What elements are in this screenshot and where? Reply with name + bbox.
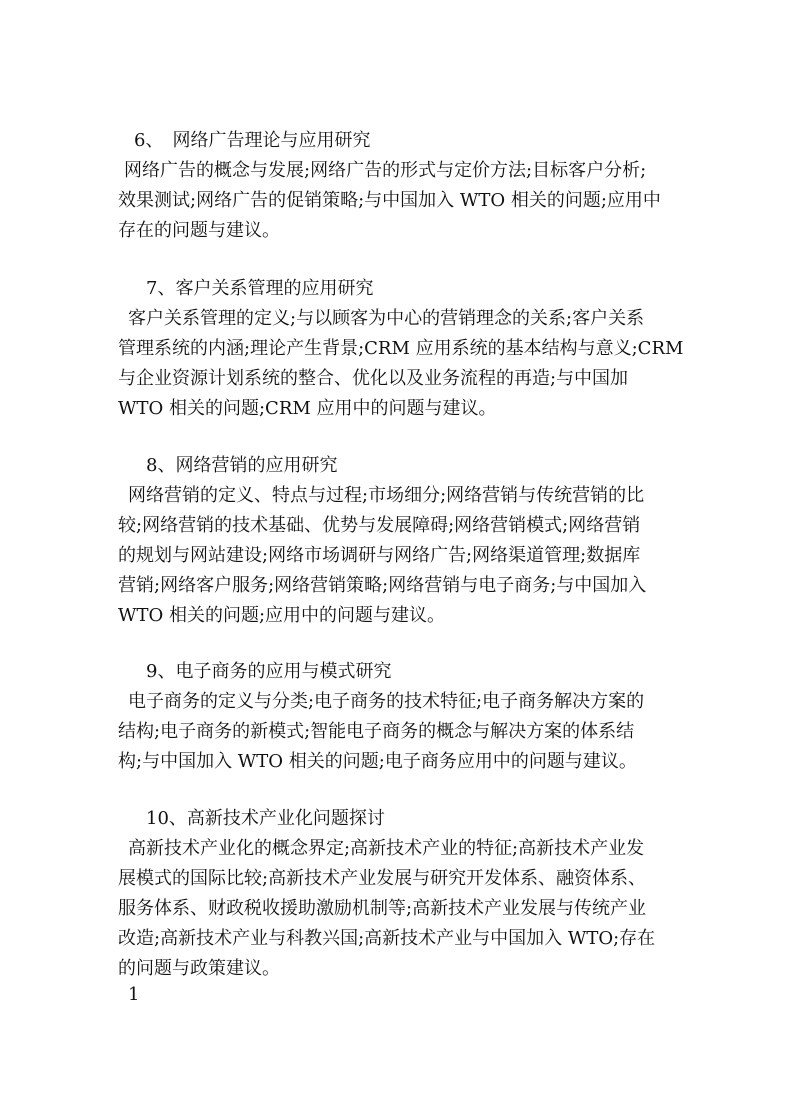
paragraph-line: 客户关系管理的定义;与以顾客为中心的营销理念的关系;客户关系 bbox=[128, 308, 645, 329]
section-heading: 6、 网络广告理论与应用研究 bbox=[134, 130, 371, 151]
paragraph-line: 电子商务的定义与分类;电子商务的技术特征;电子商务解决方案的 bbox=[128, 691, 645, 712]
paragraph-line: 网络营销的定义、特点与过程;市场细分;网络营销与传统营销的比 bbox=[128, 485, 645, 506]
paragraph-line: 管理系统的内涵;理论产生背景;CRM 应用系统的基本结构与意义;CRM bbox=[118, 338, 684, 359]
section-heading: 8、网络营销的应用研究 bbox=[146, 455, 338, 476]
section-heading: 7、客户关系管理的应用研究 bbox=[146, 278, 374, 299]
paragraph-line: 构;与中国加入 WTO 相关的问题;电子商务应用中的问题与建议。 bbox=[118, 751, 637, 772]
paragraph-line: 效果测试;网络广告的促销策略;与中国加入 WTO 相关的问题;应用中 bbox=[118, 190, 661, 211]
paragraph-line: 与企业资源计划系统的整合、优化以及业务流程的再造;与中国加 bbox=[118, 368, 629, 389]
paragraph-line: 改造;高新技术产业与科教兴国;高新技术产业与中国加入 WTO;存在 bbox=[118, 928, 656, 949]
paragraph-line: 的问题与政策建议。 bbox=[118, 958, 280, 979]
paragraph-line: WTO 相关的问题;应用中的问题与建议。 bbox=[118, 605, 446, 626]
paragraph-line: WTO 相关的问题;CRM 应用中的问题与建议。 bbox=[118, 398, 497, 419]
section-heading: 10、高新技术产业化问题探讨 bbox=[146, 808, 385, 829]
paragraph-line: 展模式的国际比较;高新技术产业发展与研究开发体系、融资体系、 bbox=[118, 868, 647, 889]
paragraph-line: 存在的问题与建议。 bbox=[118, 220, 280, 241]
paragraph-line: 较;网络营销的技术基础、优势与发展障碍;网络营销模式;网络营销 bbox=[118, 515, 641, 536]
paragraph-line: 结构;电子商务的新模式;智能电子商务的概念与解决方案的体系结 bbox=[118, 721, 635, 742]
paragraph-line: 服务体系、财政税收援助激励机制等;高新技术产业发展与传统产业 bbox=[118, 898, 647, 919]
paragraph-line: 的规划与网站建设;网络市场调研与网络广告;网络渠道管理;数据库 bbox=[118, 545, 641, 566]
paragraph-line: 高新技术产业化的概念界定;高新技术产业的特征;高新技术产业发 bbox=[128, 838, 645, 859]
section-heading: 9、电子商务的应用与模式研究 bbox=[146, 661, 392, 682]
paragraph-line: 营销;网络客户服务;网络营销策略;网络营销与电子商务;与中国加入 bbox=[118, 575, 647, 596]
page-number: 1 bbox=[128, 984, 140, 1005]
paragraph-line: 网络广告的概念与发展;网络广告的形式与定价方法;目标客户分析; bbox=[124, 160, 647, 181]
